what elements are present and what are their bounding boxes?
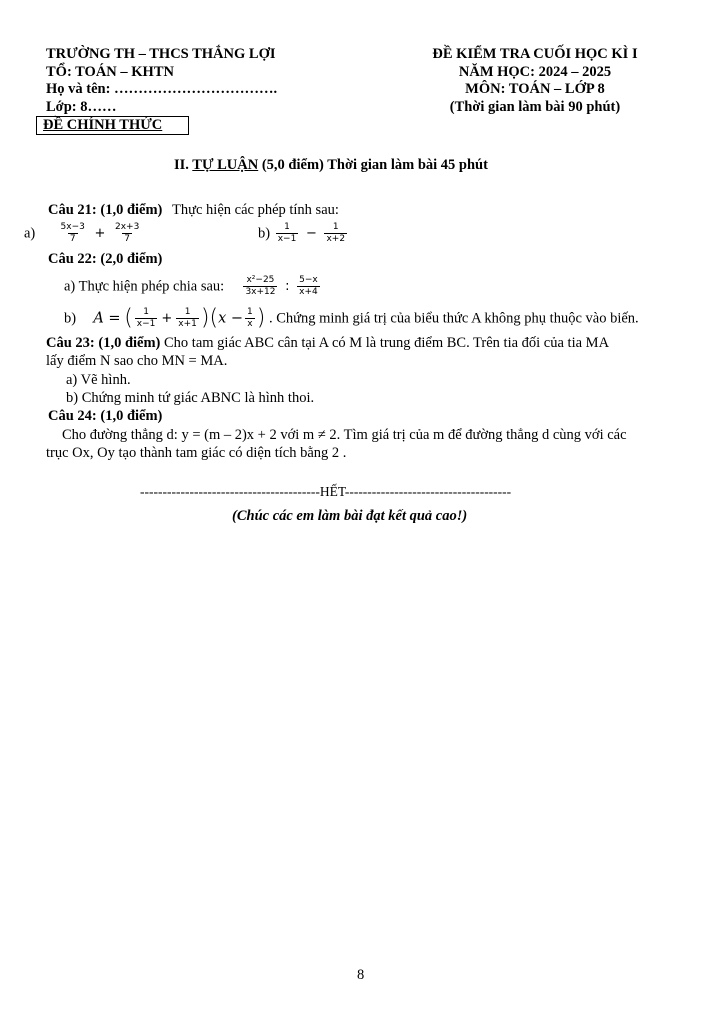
exam-time: (Thời gian làm bài 90 phút) (449, 98, 621, 115)
q22-b-x: x − (218, 310, 244, 327)
q22-label: Câu 22: (2,0 điểm) (48, 251, 163, 267)
q22-b-fraction-1: $\frac{1}{x-1}$ (136, 307, 156, 330)
section-title-rest: (5,0 điểm) Thời gian làm bài 45 phút (258, 157, 488, 173)
class-line: Lớp: 8…… (46, 98, 117, 115)
q23-text-1: Cho tam giác ABC cân tại A có M là trung điểm BC. Trên tia đối của tia MA (160, 335, 610, 351)
end-rule: ----------------------------------------HẾT------------------------------------- (140, 484, 512, 499)
q23-label: Câu 23: (1,0 điểm) (46, 335, 161, 351)
open-paren-2: ( (209, 305, 219, 331)
q22-a-fraction-2: $\frac{5-x}{x+4}$ (299, 275, 318, 298)
open-paren-1: ( (124, 305, 133, 331)
subject: MÔN: TOÁN – LỚP 8 (465, 81, 605, 97)
q21-part-a (24, 218, 143, 249)
q21-label: Câu 21: (1,0 điểm) (48, 202, 163, 218)
school-name: TRƯỜNG TH – THCS THẮNG LỢI (46, 46, 276, 62)
q22-b-A: A = (93, 310, 121, 327)
header-right (400, 46, 670, 116)
exam-title: ĐỀ KIỂM TRA CUỐI HỌC KÌ I (432, 46, 638, 62)
q23-part-b: b) Chứng minh tứ giác ABNC là hình thoi. (66, 390, 315, 406)
q21-a-fraction-2: $\frac{2x+3}{7}$ (115, 222, 140, 245)
q24-text-1: Cho đường thẳng d: y = (m – 2)x + 2 với m ≠ 2. Tìm giá trị của m để đường thẳng d cùng với các (62, 427, 627, 443)
q22-b-text: . Chứng minh giá trị của biểu thức A không phụ thuộc vào biến. (268, 310, 639, 327)
q24-label: Câu 24: (1,0 điểm) (48, 408, 163, 424)
q22-a-operator: : (285, 278, 290, 294)
q22-b-label: b) (64, 310, 77, 327)
student-name-line: Họ và tên: ……………………………. (46, 81, 278, 97)
section-prefix: II. (174, 157, 193, 173)
q21-part-b (258, 218, 349, 249)
q23-line-1 (46, 334, 609, 352)
section-title (174, 156, 488, 174)
q22-b-operator: + (161, 310, 173, 326)
q23-part-a: a) Vẽ hình. (66, 372, 131, 388)
header-left (46, 46, 277, 116)
q21-a-fraction-1: $\frac{5x-3}{7}$ (60, 222, 85, 245)
q21-a-label: a) (24, 225, 36, 242)
closing-wish: (Chúc các em làm bài đạt kết quả cao!) (232, 508, 468, 524)
q21-b-label: b) (258, 225, 271, 242)
q23-text-2: lấy điểm N sao cho MN = MA. (46, 353, 228, 369)
q22-b-fraction-3: $\frac{1}{x}$ (247, 307, 253, 330)
department: TỔ: TOÁN – KHTN (46, 63, 174, 80)
q21-a-operator: + (94, 225, 106, 241)
official-exam-box: ĐỀ CHÍNH THỨC (36, 116, 189, 135)
section-title-underlined: TỰ LUẬN (192, 157, 259, 173)
q21-b-fraction-1: $\frac{1}{x-1}$ (277, 222, 297, 245)
q22-a-text: a) Thực hiện phép chia sau: (64, 278, 225, 295)
close-paren-1: ) (200, 305, 210, 331)
q21-header (48, 201, 339, 219)
q22-part-a (64, 270, 322, 303)
school-year: NĂM HỌC: 2024 – 2025 (458, 63, 612, 80)
q22-part-b (64, 303, 639, 334)
q21-b-operator: − (305, 225, 317, 241)
close-paren-2: ) (256, 305, 266, 331)
page-number: 8 (357, 967, 365, 983)
q22-b-fraction-2: $\frac{1}{x+1}$ (178, 307, 197, 330)
q24-text-2: trục Ox, Oy tạo thành tam giác có diện tích bằng 2 . (46, 445, 347, 461)
q21-b-fraction-2: $\frac{1}{x+2}$ (326, 222, 346, 245)
q21-text: Thực hiện các phép tính sau: (172, 202, 339, 218)
q22-a-fraction-1: $\frac{\text{x²−25}}{3x+12}$ (245, 275, 276, 298)
